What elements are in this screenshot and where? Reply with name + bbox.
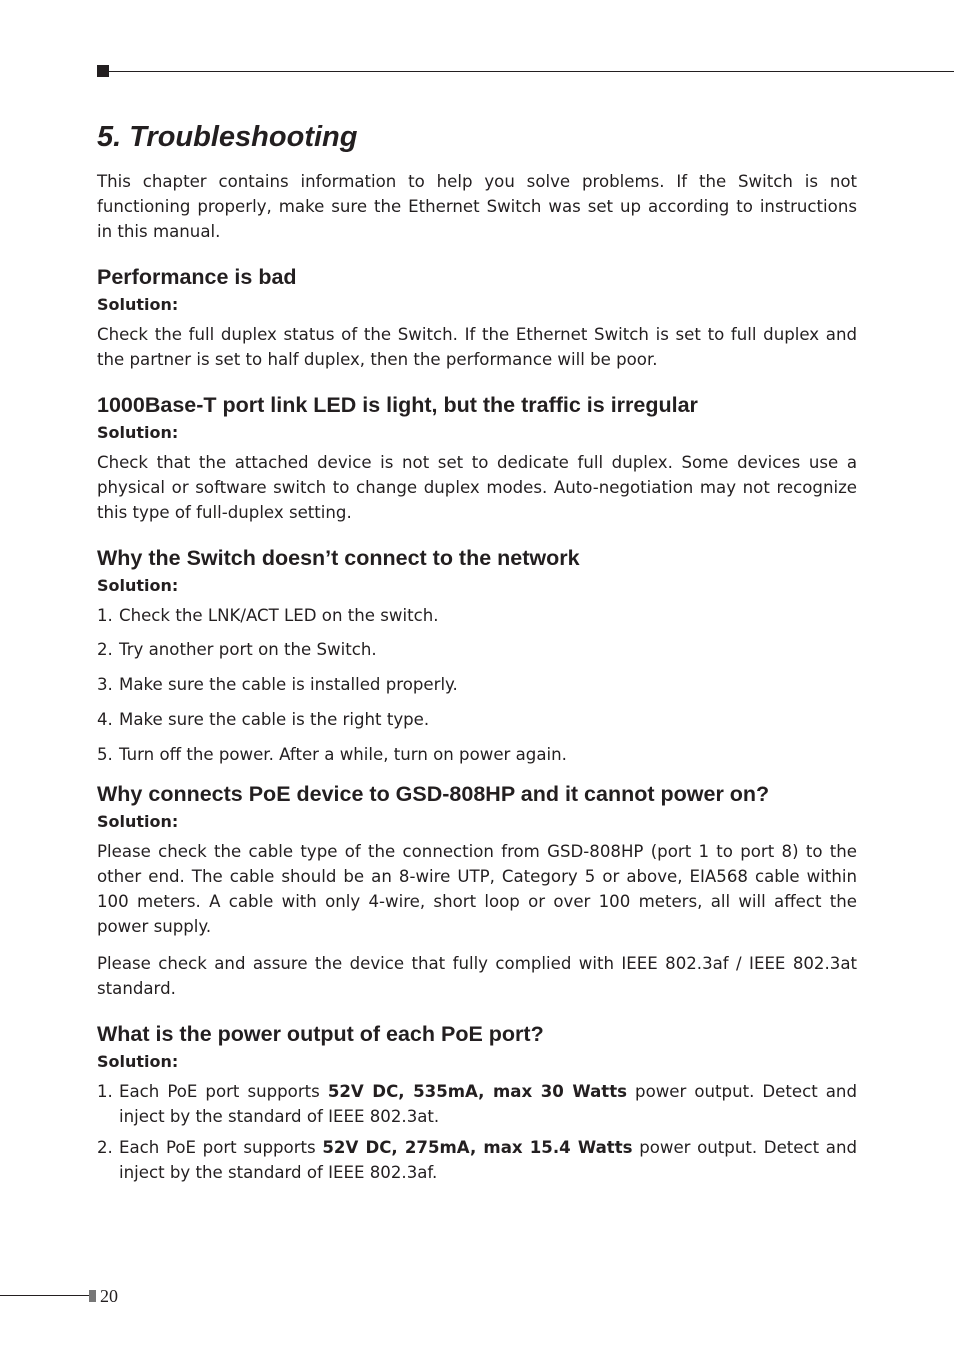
list-item <box>97 672 857 697</box>
list-item <box>97 603 857 628</box>
network-steps-list <box>97 603 857 767</box>
section-text-poe-standard: Please check and assure the device that fully complied with IEEE 802.3af / IEEE 802.3at standard. <box>97 953 857 998</box>
header-square-mark <box>97 65 109 77</box>
solution-label: Solution: <box>97 575 179 595</box>
poe-output-list <box>97 1079 857 1185</box>
section-heading-performance: Performance is bad <box>97 264 297 289</box>
list-item-text-bold: 52V DC, 535mA, max 30 Watts <box>327 1081 628 1101</box>
list-item <box>97 742 857 767</box>
footer-mark <box>89 1290 96 1302</box>
list-item <box>97 637 857 662</box>
section-heading-network: Why the Switch doesn’t connect to the network <box>97 545 580 570</box>
list-item-text: Turn off the power. After a while, turn on power again. <box>119 744 567 764</box>
list-item <box>97 1079 857 1129</box>
list-item-number: 5. <box>97 744 113 764</box>
page-title: 5. Troubleshooting <box>97 121 358 153</box>
list-item-text: Check the LNK/ACT LED on the switch. <box>119 605 439 625</box>
list-item-text: Make sure the cable is the right type. <box>119 709 430 729</box>
page-content <box>97 120 857 1191</box>
solution-label: Solution: <box>97 811 179 831</box>
solution-label: Solution: <box>97 1051 179 1071</box>
intro-paragraph: This chapter contains information to help you solve problems. If the Switch is not functioning properly, make sure the Ethernet Switch was set up according to instructions in this manual. <box>97 171 857 241</box>
section-text-performance: Check the full duplex status of the Switch. If the Ethernet Switch is set to full duplex and the partner is set to half duplex, then the performance will be poor. <box>97 324 857 369</box>
list-item-text: Try another port on the Switch. <box>119 640 377 660</box>
list-item-text-pre: Each PoE port supports <box>119 1081 328 1101</box>
footer-rule <box>0 1295 89 1296</box>
solution-label: Solution: <box>97 294 179 314</box>
section-heading-poe-power-on: Why connects PoE device to GSD-808HP and it cannot power on? <box>97 781 770 806</box>
list-item-text-bold: 52V DC, 275mA, max 15.4 Watts <box>322 1137 633 1157</box>
section-heading-poe-output: What is the power output of each PoE port? <box>97 1021 544 1046</box>
list-item-text-post: power output. Detect and inject by the standard of IEEE 802.3af. <box>119 1137 858 1182</box>
list-item-number: 1. <box>97 605 113 625</box>
section-text-link-led: Check that the attached device is not set to dedicate full duplex. Some devices use a physical or software switch to change duplex modes. Auto-negotiation may not recognize this type of full-duplex setting. <box>97 452 857 522</box>
list-item-text <box>119 1135 857 1185</box>
list-item-number: 2. <box>97 640 113 660</box>
list-item-number: 4. <box>97 709 113 729</box>
list-item-text-post: power output. Detect and inject by the standard of IEEE 802.3at. <box>119 1081 857 1126</box>
header-rule <box>109 71 954 72</box>
list-item-number: 2. <box>97 1137 113 1157</box>
section-heading-link-led: 1000Base-T port link LED is light, but the traffic is irregular <box>97 392 698 417</box>
page-number: 20 <box>100 1286 118 1306</box>
solution-label: Solution: <box>97 422 179 442</box>
section-text-poe-cable: Please check the cable type of the connection from GSD-808HP (port 1 to port 8) to the other end. The cable should be an 8-wire UTP, Category 5 or above, EIA568 cable within 100 meters. A cable with only 4-wire, short loop or over 100 meters, all will affect the power supply. <box>97 841 857 936</box>
list-item-number: 1. <box>97 1081 113 1101</box>
list-item-number: 3. <box>97 675 113 695</box>
list-item-text: Make sure the cable is installed properly. <box>119 675 458 695</box>
list-item <box>97 707 857 732</box>
list-item-text-pre: Each PoE port supports <box>119 1137 323 1157</box>
list-item-text <box>119 1079 857 1129</box>
list-item <box>97 1135 857 1185</box>
